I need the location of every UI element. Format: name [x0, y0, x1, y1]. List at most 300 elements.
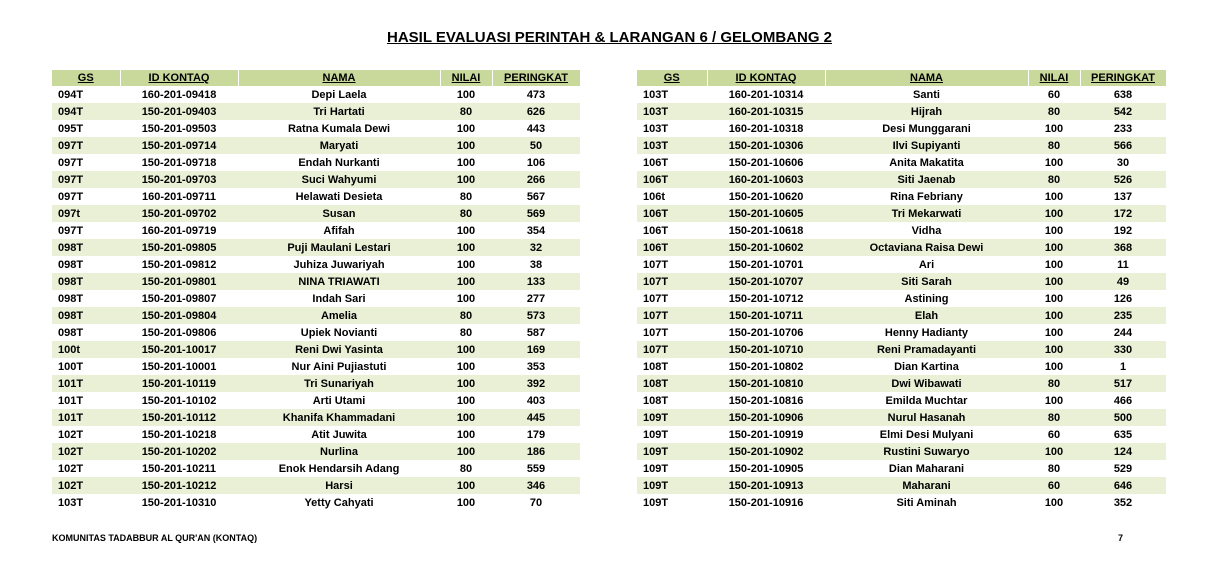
cell-nama: Yetty Cahyati — [304, 496, 374, 509]
cell-nama: Suci Wahyumi — [238, 171, 440, 188]
cell-nilai: 100 — [1044, 326, 1064, 339]
cell-id: 150-201-10711 — [707, 307, 825, 324]
cell-nama: Susan — [238, 205, 440, 222]
cell-nilai: 100 — [440, 409, 492, 426]
table-row — [52, 460, 580, 477]
table-row — [52, 120, 580, 137]
cell-nilai: 100 — [440, 171, 492, 188]
column-header-nama: NAMA — [825, 70, 1028, 86]
cell-nama: Tri Sunariyah — [238, 375, 440, 392]
cell-nilai: 100 — [1044, 190, 1064, 203]
cell-peringkat: 473 — [526, 88, 546, 101]
cell-id: 150-201-10202 — [120, 443, 238, 460]
cell-nama: Octaviana Raisa Dewi — [825, 239, 1028, 256]
cell-nama: Rustini Suwaryo — [825, 443, 1028, 460]
table-row — [52, 154, 580, 171]
cell-peringkat: 70 — [529, 496, 543, 509]
cell-gs: 102T — [58, 462, 84, 475]
cell-id: 150-201-09702 — [120, 205, 238, 222]
right-table-body — [637, 86, 1166, 511]
table-row — [637, 256, 1166, 273]
table-row — [637, 392, 1166, 409]
cell-peringkat: 192 — [1113, 224, 1133, 237]
cell-nama: Emilda Muchtar — [885, 394, 968, 407]
cell-peringkat: 569 — [492, 205, 580, 222]
cell-peringkat: 277 — [526, 292, 546, 305]
cell-nilai: 100 — [440, 443, 492, 460]
cell-nilai: 60 — [1047, 88, 1061, 101]
column-header-nama: NAMA — [238, 70, 440, 86]
cell-nama: Siti Sarah — [825, 273, 1028, 290]
table-row — [52, 392, 580, 409]
results-table-left — [52, 70, 581, 511]
cell-id: 160-201-10315 — [707, 103, 825, 120]
cell-nilai: 100 — [456, 292, 476, 305]
cell-peringkat: 567 — [526, 190, 546, 203]
cell-id: 160-201-09719 — [141, 224, 217, 237]
cell-gs: 107T — [643, 326, 669, 339]
cell-gs: 106T — [637, 205, 707, 222]
cell-peringkat: 124 — [1080, 443, 1166, 460]
cell-nama: Siti Aminah — [896, 496, 957, 509]
cell-nama: Rina Febriany — [890, 190, 963, 203]
cell-id: 150-201-10310 — [141, 496, 217, 509]
cell-id: 150-201-10119 — [120, 375, 238, 392]
cell-id: 150-201-10001 — [141, 360, 217, 373]
cell-id: 150-201-10902 — [707, 443, 825, 460]
cell-peringkat: 517 — [1080, 375, 1166, 392]
cell-nama: Reni Pramadayanti — [825, 341, 1028, 358]
cell-gs: 098T — [58, 326, 84, 339]
cell-gs: 100T — [58, 360, 84, 373]
cell-peringkat: 500 — [1080, 409, 1166, 426]
cell-peringkat: 233 — [1113, 122, 1133, 135]
cell-gs: 107T — [643, 258, 669, 271]
table-row — [637, 341, 1166, 358]
table-row — [52, 239, 580, 256]
table-row — [637, 120, 1166, 137]
cell-nilai: 80 — [459, 462, 473, 475]
cell-peringkat: 635 — [1113, 428, 1133, 441]
cell-peringkat: 137 — [1113, 190, 1133, 203]
table-row — [52, 477, 580, 494]
cell-id: 160-201-09711 — [141, 190, 216, 203]
cell-nama: Ari — [918, 258, 935, 271]
cell-peringkat: 526 — [1080, 171, 1166, 188]
cell-nama: Afifah — [323, 224, 355, 237]
cell-peringkat: 38 — [529, 258, 543, 271]
table-row — [52, 171, 580, 188]
cell-nilai: 100 — [1028, 273, 1080, 290]
cell-id: 150-201-10810 — [707, 375, 825, 392]
table-row — [637, 477, 1166, 494]
cell-peringkat: 346 — [492, 477, 580, 494]
cell-nilai: 100 — [1044, 292, 1064, 305]
cell-gs: 106T — [643, 156, 669, 169]
cell-nilai: 80 — [459, 190, 473, 203]
cell-nama: NINA TRIAWATI — [238, 273, 440, 290]
cell-gs: 098T — [52, 239, 120, 256]
table-row — [52, 341, 580, 358]
cell-nama: Indah Sari — [312, 292, 366, 305]
cell-gs: 109T — [643, 496, 669, 509]
table-row — [52, 494, 580, 511]
cell-nilai: 100 — [456, 122, 476, 135]
cell-gs: 101T — [58, 394, 84, 407]
cell-id: 150-201-10620 — [728, 190, 804, 203]
cell-gs: 109T — [643, 462, 669, 475]
cell-peringkat: 646 — [1080, 477, 1166, 494]
page-title-text: HASIL EVALUASI PERINTAH & LARANGAN 6 / GELOMBANG 2 — [386, 29, 833, 46]
cell-nilai: 80 — [1028, 375, 1080, 392]
cell-peringkat: 244 — [1113, 326, 1133, 339]
cell-nama: Harsi — [238, 477, 440, 494]
table-row — [52, 273, 580, 290]
cell-gs: 106t — [643, 190, 666, 203]
cell-nama: Amelia — [238, 307, 440, 324]
column-header-nilai: NILAI — [440, 70, 492, 86]
cell-peringkat: 445 — [492, 409, 580, 426]
cell-nama: Elmi Desi Mulyani — [879, 428, 974, 441]
column-header-peringkat: PERINGKAT — [1080, 70, 1166, 86]
cell-id: 150-201-09801 — [120, 273, 238, 290]
cell-nama: Elah — [825, 307, 1028, 324]
table-row — [637, 103, 1166, 120]
table-row — [637, 409, 1166, 426]
cell-nilai: 100 — [456, 224, 476, 237]
cell-id: 150-201-09503 — [141, 122, 217, 135]
cell-peringkat: 573 — [492, 307, 580, 324]
cell-id: 150-201-10211 — [141, 462, 216, 475]
cell-nilai: 100 — [1044, 496, 1064, 509]
cell-gs: 107T — [643, 292, 669, 305]
cell-peringkat: 235 — [1080, 307, 1166, 324]
cell-nama: Depi Laela — [311, 88, 367, 101]
cell-peringkat: 30 — [1116, 156, 1130, 169]
column-header-id: ID KONTAQ — [707, 70, 825, 86]
results-table-right — [637, 70, 1167, 511]
cell-peringkat: 638 — [1113, 88, 1133, 101]
cell-gs: 094T — [58, 88, 84, 101]
cell-nilai: 80 — [440, 103, 492, 120]
cell-peringkat: 169 — [492, 341, 580, 358]
cell-gs: 094T — [52, 103, 120, 120]
cell-id: 160-201-10314 — [728, 88, 804, 101]
cell-peringkat: 368 — [1080, 239, 1166, 256]
cell-peringkat: 49 — [1080, 273, 1166, 290]
cell-id: 150-201-10916 — [728, 496, 804, 509]
cell-gs: 107T — [637, 341, 707, 358]
cell-peringkat: 587 — [526, 326, 546, 339]
cell-id: 150-201-09718 — [141, 156, 217, 169]
cell-peringkat: 403 — [526, 394, 546, 407]
cell-gs: 098T — [58, 292, 84, 305]
cell-gs: 095T — [58, 122, 84, 135]
cell-nama: Hijrah — [825, 103, 1028, 120]
cell-nilai: 80 — [440, 205, 492, 222]
cell-nilai: 100 — [1044, 122, 1064, 135]
cell-id: 160-201-10603 — [707, 171, 825, 188]
cell-peringkat: 126 — [1113, 292, 1133, 305]
cell-peringkat: 186 — [492, 443, 580, 460]
cell-nama: Vidha — [911, 224, 942, 237]
table-row — [637, 324, 1166, 341]
cell-gs: 102T — [58, 428, 84, 441]
cell-nama: Nurul Hasanah — [825, 409, 1028, 426]
cell-peringkat: 172 — [1080, 205, 1166, 222]
cell-nilai: 100 — [1044, 156, 1064, 169]
cell-peringkat: 11 — [1117, 258, 1129, 271]
cell-nilai: 80 — [1028, 137, 1080, 154]
column-header-gs: GS — [637, 70, 707, 86]
cell-gs: 097T — [58, 224, 84, 237]
table-row — [52, 290, 580, 307]
cell-id: 150-201-09703 — [120, 171, 238, 188]
table-row — [637, 426, 1166, 443]
cell-gs: 098T — [52, 307, 120, 324]
cell-gs: 103T — [637, 103, 707, 120]
table-row — [52, 86, 580, 103]
cell-peringkat: 626 — [492, 103, 580, 120]
cell-nilai: 100 — [440, 341, 492, 358]
table-row — [637, 494, 1166, 511]
table-row — [637, 154, 1166, 171]
cell-id: 150-201-09403 — [120, 103, 238, 120]
table-row — [52, 222, 580, 239]
cell-peringkat: 466 — [1113, 394, 1133, 407]
left-table-body — [52, 86, 580, 511]
page-number: 7 — [1118, 533, 1124, 543]
cell-id: 150-201-09807 — [141, 292, 217, 305]
cell-nilai: 100 — [1044, 360, 1064, 373]
table-row — [637, 290, 1166, 307]
cell-id: 150-201-10712 — [728, 292, 804, 305]
cell-nama: Maharani — [825, 477, 1028, 494]
cell-id: 150-201-10602 — [707, 239, 825, 256]
cell-nilai: 100 — [456, 258, 476, 271]
cell-id: 150-201-10905 — [728, 462, 804, 475]
cell-id: 150-201-10212 — [120, 477, 238, 494]
cell-id: 150-201-10707 — [707, 273, 825, 290]
cell-gs: 109T — [637, 409, 707, 426]
cell-nama: Enok Hendarsih Adang — [278, 462, 400, 475]
page-title — [0, 29, 1219, 46]
cell-gs: 097T — [52, 171, 120, 188]
cell-nilai: 100 — [456, 88, 476, 101]
cell-id: 150-201-09804 — [120, 307, 238, 324]
cell-peringkat: 392 — [492, 375, 580, 392]
cell-gs: 097t — [52, 205, 120, 222]
cell-id: 150-201-10112 — [120, 409, 238, 426]
cell-nilai: 100 — [1028, 205, 1080, 222]
column-header-gs: GS — [52, 70, 120, 86]
cell-id: 150-201-10605 — [707, 205, 825, 222]
cell-id: 150-201-10102 — [141, 394, 217, 407]
table-row — [52, 443, 580, 460]
cell-nama: Tri Mekarwati — [825, 205, 1028, 222]
cell-nama: Puji Maulani Lestari — [238, 239, 440, 256]
cell-nama: Nurlina — [238, 443, 440, 460]
table-row — [52, 409, 580, 426]
cell-id: 150-201-10701 — [728, 258, 804, 271]
cell-nama: Khanifa Khammadani — [238, 409, 440, 426]
cell-id: 150-201-10706 — [728, 326, 804, 339]
table-row — [637, 307, 1166, 324]
cell-gs: 109T — [643, 428, 669, 441]
table-row — [637, 273, 1166, 290]
cell-peringkat: 566 — [1080, 137, 1166, 154]
table-row — [52, 324, 580, 341]
cell-nama: Arti Utami — [312, 394, 366, 407]
cell-nilai: 100 — [1028, 307, 1080, 324]
cell-peringkat: 179 — [526, 428, 546, 441]
cell-nilai: 100 — [456, 156, 476, 169]
cell-nilai: 100 — [1028, 443, 1080, 460]
table-row — [52, 137, 580, 154]
cell-gs: 100t — [52, 341, 120, 358]
column-header-peringkat: PERINGKAT — [492, 70, 580, 86]
cell-id: 160-201-09418 — [141, 88, 217, 101]
cell-nama: Ratna Kumala Dewi — [287, 122, 391, 135]
table-row — [52, 103, 580, 120]
cell-nama: Dwi Wibawati — [825, 375, 1028, 392]
cell-nama: Atit Juwita — [311, 428, 367, 441]
cell-gs: 108T — [643, 360, 669, 373]
cell-nilai: 100 — [440, 273, 492, 290]
table-row — [637, 358, 1166, 375]
cell-id: 150-201-09805 — [120, 239, 238, 256]
cell-nilai: 100 — [1028, 341, 1080, 358]
cell-nama: Tri Hartati — [238, 103, 440, 120]
cell-gs: 101T — [52, 409, 120, 426]
table-row — [637, 443, 1166, 460]
cell-gs: 109T — [637, 477, 707, 494]
cell-nilai: 60 — [1028, 477, 1080, 494]
cell-gs: 107T — [637, 307, 707, 324]
table-row — [637, 171, 1166, 188]
cell-id: 150-201-10913 — [707, 477, 825, 494]
cell-nama: Upiek Novianti — [300, 326, 378, 339]
cell-nilai: 100 — [456, 394, 476, 407]
cell-nilai: 100 — [456, 360, 476, 373]
cell-nilai: 100 — [1044, 394, 1064, 407]
cell-id: 150-201-09806 — [141, 326, 217, 339]
table-row — [52, 205, 580, 222]
cell-nama: Santi — [913, 88, 940, 101]
cell-id: 150-201-10802 — [728, 360, 804, 373]
cell-nilai: 100 — [440, 375, 492, 392]
cell-id: 150-201-10618 — [728, 224, 804, 237]
cell-nilai: 80 — [1028, 409, 1080, 426]
cell-peringkat: 443 — [526, 122, 546, 135]
cell-id: 150-201-10816 — [728, 394, 804, 407]
cell-gs: 098T — [58, 258, 84, 271]
cell-nama: Henny Hadianty — [884, 326, 969, 339]
cell-nilai: 100 — [1044, 224, 1064, 237]
cell-peringkat: 133 — [492, 273, 580, 290]
table-row — [52, 307, 580, 324]
cell-nama: Siti Jaenab — [825, 171, 1028, 188]
cell-peringkat: 50 — [492, 137, 580, 154]
cell-nama: Maryati — [238, 137, 440, 154]
table-row — [52, 188, 580, 205]
cell-id: 150-201-10218 — [141, 428, 217, 441]
table-header-row — [637, 70, 1166, 86]
cell-gs: 102T — [52, 443, 120, 460]
cell-nilai: 100 — [456, 496, 476, 509]
cell-gs: 107T — [637, 273, 707, 290]
cell-peringkat: 353 — [526, 360, 546, 373]
cell-nilai: 100 — [1028, 239, 1080, 256]
cell-nama: Anita Makatita — [889, 156, 964, 169]
cell-id: 150-201-10710 — [707, 341, 825, 358]
cell-gs: 097T — [58, 156, 84, 169]
cell-gs: 097T — [52, 137, 120, 154]
cell-nilai: 100 — [440, 477, 492, 494]
cell-nilai: 100 — [440, 239, 492, 256]
cell-nama: Desi Munggarani — [882, 122, 971, 135]
table-row — [637, 137, 1166, 154]
cell-peringkat: 266 — [492, 171, 580, 188]
cell-id: 150-201-09714 — [120, 137, 238, 154]
cell-nama: Dian Maharani — [888, 462, 965, 475]
cell-nama: Reni Dwi Yasinta — [238, 341, 440, 358]
cell-gs: 109T — [637, 443, 707, 460]
cell-nama: Ilvi Supiyanti — [825, 137, 1028, 154]
cell-peringkat: 106 — [526, 156, 546, 169]
table-row — [637, 239, 1166, 256]
table-row — [52, 358, 580, 375]
table-row — [637, 222, 1166, 239]
cell-gs: 103T — [637, 137, 707, 154]
table-row — [52, 375, 580, 392]
cell-nilai: 80 — [1047, 462, 1061, 475]
cell-gs: 102T — [52, 477, 120, 494]
cell-id: 150-201-09812 — [141, 258, 217, 271]
cell-id: 160-201-10318 — [728, 122, 804, 135]
table-row — [637, 375, 1166, 392]
cell-id: 150-201-10606 — [728, 156, 804, 169]
cell-nilai: 100 — [456, 428, 476, 441]
cell-peringkat: 529 — [1113, 462, 1133, 475]
cell-gs: 106T — [637, 239, 707, 256]
cell-nama: Helawati Desieta — [295, 190, 383, 203]
table-row — [637, 86, 1166, 103]
cell-nama: Dian Kartina — [894, 360, 959, 373]
cell-nilai: 60 — [1047, 428, 1061, 441]
cell-id: 150-201-10017 — [120, 341, 238, 358]
cell-gs: 108T — [643, 394, 669, 407]
cell-peringkat: 1 — [1119, 360, 1127, 373]
cell-nilai: 80 — [440, 307, 492, 324]
cell-gs: 097T — [58, 190, 84, 203]
column-header-nilai: NILAI — [1028, 70, 1080, 86]
cell-nilai: 100 — [440, 137, 492, 154]
cell-nama: Nur Aini Pujiastuti — [291, 360, 387, 373]
cell-peringkat: 542 — [1080, 103, 1166, 120]
cell-gs: 103T — [643, 88, 669, 101]
cell-id: 150-201-10906 — [707, 409, 825, 426]
cell-nilai: 80 — [1028, 103, 1080, 120]
cell-gs: 106T — [637, 171, 707, 188]
cell-peringkat: 354 — [526, 224, 546, 237]
cell-id: 150-201-10306 — [707, 137, 825, 154]
cell-nama: Astining — [904, 292, 949, 305]
cell-gs: 101T — [52, 375, 120, 392]
cell-gs: 103T — [643, 122, 669, 135]
cell-id: 150-201-10919 — [728, 428, 804, 441]
cell-nilai: 80 — [459, 326, 473, 339]
